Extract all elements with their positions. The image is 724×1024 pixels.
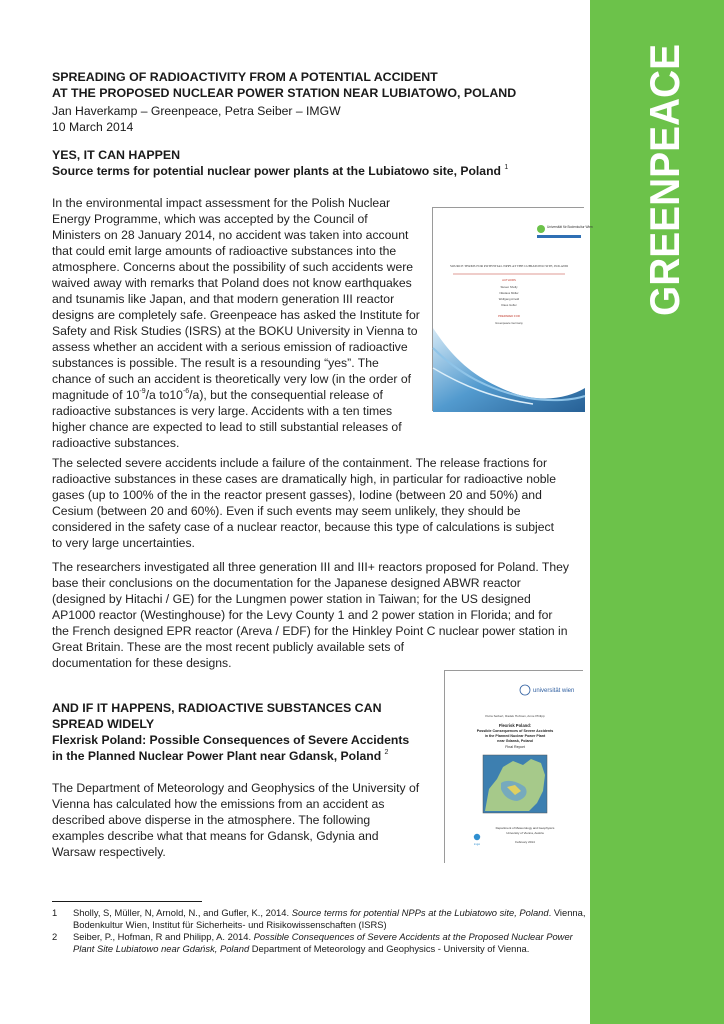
text-line: considered in the safety case of a nuclear reactor, because this type of calculations is subject (52, 520, 555, 534)
title-line: SPREADING OF RADIOACTIVITY FROM A POTENTIAL ACCIDENT (52, 70, 438, 84)
thumbnail-logo-text: Universität für Bodenkultur Wien (547, 225, 593, 229)
citation-title: Source terms for potential NPPs at the Lubiatowo site, Poland (291, 907, 549, 918)
thumbnail-authors: Petra Seibert, Radek Hofman, Anne Philipp (485, 714, 545, 718)
thumbnail-author: Steven Sholly (500, 285, 518, 289)
subheading-text: Source terms for potential nuclear power plants at the Lubiatowo site, Poland (52, 164, 501, 178)
section2-paragraph-1 (52, 780, 419, 860)
text-line: the French designed EPR reactor (Areva / EDF) for the Hinkley Point C nuclear power station in (52, 624, 568, 638)
footnote-1 (52, 907, 588, 930)
thumbnail-author: Nikolaus Müller (499, 291, 519, 295)
logo-banner (537, 235, 581, 238)
citation-authors: Seiber, P., Hofman, R and Philipp, A. 2014. (73, 931, 254, 942)
text-line: examples describe what that means for Gdansk, Gdynia and (52, 829, 379, 843)
text-line: The Department of Meteorology and Geophysics of the University of (52, 781, 420, 795)
citation-title: Possible Consequences of Severe Accidents at the Proposed Nuclear Power (253, 931, 573, 942)
document-title (52, 69, 582, 101)
subheading-text: in the Planned Nuclear Power Plant near Gdansk, Poland (52, 749, 382, 763)
thumbnail-title-line: near Gdansk, Poland (497, 739, 533, 743)
text-line: (designed by Hitachi / GE) for the Lungmen power station in Taiwan; for the US designed (52, 592, 531, 606)
footnote-line (73, 943, 588, 955)
thumbnail-title-line: Flexrisk Poland: (498, 723, 532, 728)
thumbnail-prepared-label: PREPARED FOR (498, 314, 520, 318)
footnote-line: Bodenkultur Wien, Institut für Sicherheits- und Risikowissenschaften (ISRS) (73, 918, 387, 930)
footnote-number: 1 (52, 907, 58, 918)
text-line: radioactive substances in these cases are dramatically high, in particular for radioactive noble (52, 472, 557, 486)
thumbnail-title: SOURCE TERMS FOR POTENTIAL NPPS AT THE LUBIATOWO SITE, POLAND (450, 264, 558, 268)
citation-authors: Sholly, S, Müller, N, Arnold, N., and Gufler, K., 2014. (73, 907, 292, 918)
greenpeace-logo (641, 21, 689, 316)
text-line: described above disperse in the atmosphere. The following (52, 813, 371, 827)
subheading-line: Flexrisk Poland: Possible Consequences of Severe Accidents (52, 733, 410, 747)
text-line: Cesium (between 20 and 60%). Even if such events may seem unlikely, they should be (52, 504, 521, 518)
footnote-ref[interactable]: 2 (384, 749, 389, 756)
section1-heading: YES, IT CAN HAPPEN (52, 148, 181, 162)
report-cover-thumbnail-flexrisk[interactable] (444, 670, 583, 863)
text-line: The selected severe accidents include a failure of the containment. The release fractions for (52, 456, 547, 470)
text-fragment: /a to10 (145, 388, 183, 402)
text-line: atmosphere. Concerns about the possibility of such accidents were (52, 260, 414, 274)
text-line: AP1000 reactor (Westinghouse) for the Levy County 1 and 2 power station in Florida; and for (52, 608, 553, 622)
exponent: -9 (139, 388, 146, 395)
footnotes (52, 907, 588, 954)
text-line: radioactive substances. (52, 436, 180, 450)
text-line: Vienna has calculated how the emissions from an accident as (52, 797, 385, 811)
text-line: substances is possible. The result is a resounding “yes”. The (52, 356, 379, 370)
footnote-line (73, 931, 588, 943)
text-line-magnitude (52, 387, 420, 403)
text-line: Ministers on 28 January 2014, no accident was taken into account (52, 228, 409, 242)
footnote-2 (52, 931, 588, 954)
subheading-line-with-ref (52, 748, 409, 764)
text-line: to very large uncertainties. (52, 536, 195, 550)
imgw-logo-icon (474, 834, 480, 840)
text-line: radioactive substances is very large. Accidents with a ten times (52, 404, 393, 418)
thumbnail-subtitle: Final Report (505, 745, 525, 749)
thumbnail-title-line: Possible Consequences of Severe Accidents (476, 729, 554, 733)
thumbnail-author: Klaus Gufler (501, 303, 517, 307)
text-line: chance of such an accident is theoretically very low (in the order of (52, 372, 412, 386)
footnote-divider (52, 901, 202, 902)
citation-title: Plant Site Lubiatowo near Gdańsk, Poland (73, 942, 250, 954)
section1-subheading (52, 163, 508, 179)
footnote-line (73, 907, 588, 919)
thumbnail-title-line: in the Planned Nuclear Power Plant (484, 734, 546, 738)
text-line: Great Britain. These are the most recent publicly available sets of (52, 640, 405, 654)
publication-date: 10 March 2014 (52, 120, 134, 134)
heading-line: AND IF IT HAPPENS, RADIOACTIVE SUBSTANCES CAN (52, 701, 382, 715)
text-line: that could emit large amounts of radioactive substances into the (52, 244, 397, 258)
authors: Jan Haverkamp – Greenpeace, Petra Seiber – IMGW (52, 104, 341, 118)
thumbnail-authors-label: AUTHORS (502, 278, 516, 282)
thumbnail-date: February 2014 (515, 840, 535, 844)
thumbnail-badge: imgw (473, 843, 481, 846)
text-line: documentation for these designs. (52, 656, 232, 670)
report-cover-thumbnail-source-terms[interactable] (432, 207, 593, 411)
section1-paragraph-3 (52, 559, 569, 671)
thumbnail-dept-line: Department of Meteorology and Geophysics (495, 826, 555, 830)
text-line: Warsaw respectively. (52, 845, 166, 859)
text-line: Energy Programme, which was accepted by the Council of (52, 212, 368, 226)
thumbnail-logo-text: universität wien (533, 688, 575, 694)
europe-map-image (483, 755, 547, 813)
section2-subheading (52, 732, 409, 764)
greenpeace-wordmark: GREENPEACE (641, 21, 688, 316)
citation-place: . Vienna, (548, 907, 586, 918)
title-line: AT THE PROPOSED NUCLEAR POWER STATION NEAR LUBIATOWO, POLAND (52, 86, 517, 100)
exponent: -6 (182, 388, 190, 395)
text-line: The researchers investigated all three generation III and III+ reactors proposed for Poland. They (52, 560, 570, 574)
text-line: base their conclusions on the documentation for the Japanese designed ABWR reactor (52, 576, 521, 590)
text-line: assess whether an accident with a serious emission of radioactive (52, 340, 408, 354)
footnote-number: 2 (52, 931, 58, 942)
text-line: higher chance are expected to lead to still substantial releases of (52, 420, 402, 434)
text-line: designs are completely safe. Greenpeace has asked the Institute for (52, 308, 420, 322)
section1-paragraph-1 (52, 195, 420, 451)
thumbnail-prepared-for: Greenpeace Germany (495, 321, 523, 325)
heading-line: SPREAD WIDELY (52, 717, 155, 731)
footnote-ref[interactable]: 1 (504, 164, 509, 171)
text-fragment: /a), but the consequential release of (189, 388, 383, 402)
thumbnail-author: Wolfgang Arnold (498, 297, 520, 301)
text-line: and tsunamis like Japan, and that modern generation III reactor (52, 292, 395, 306)
section2-heading (52, 700, 382, 732)
text-line: gases (up to 100% of the in the reactor present gasses), Iodine (between 20 and 50%) and (52, 488, 542, 502)
thumbnail-dept-line: University of Vienna, Austria (506, 831, 544, 835)
text-line: Safety and Risk Studies (ISRS) at the BOKU University in Vienna to (52, 324, 418, 338)
text-line: waived away with remarks that Poland does not know earthquakes (52, 276, 412, 290)
text-line: In the environmental impact assessment for the Polish Nuclear (52, 196, 391, 210)
section1-paragraph-2 (52, 455, 556, 551)
text-fragment: magnitude of 10 (52, 388, 140, 402)
citation-publisher: Department of Meteorology and Geophysics - University of Vienna. (249, 942, 530, 954)
university-logo-icon (537, 225, 545, 233)
